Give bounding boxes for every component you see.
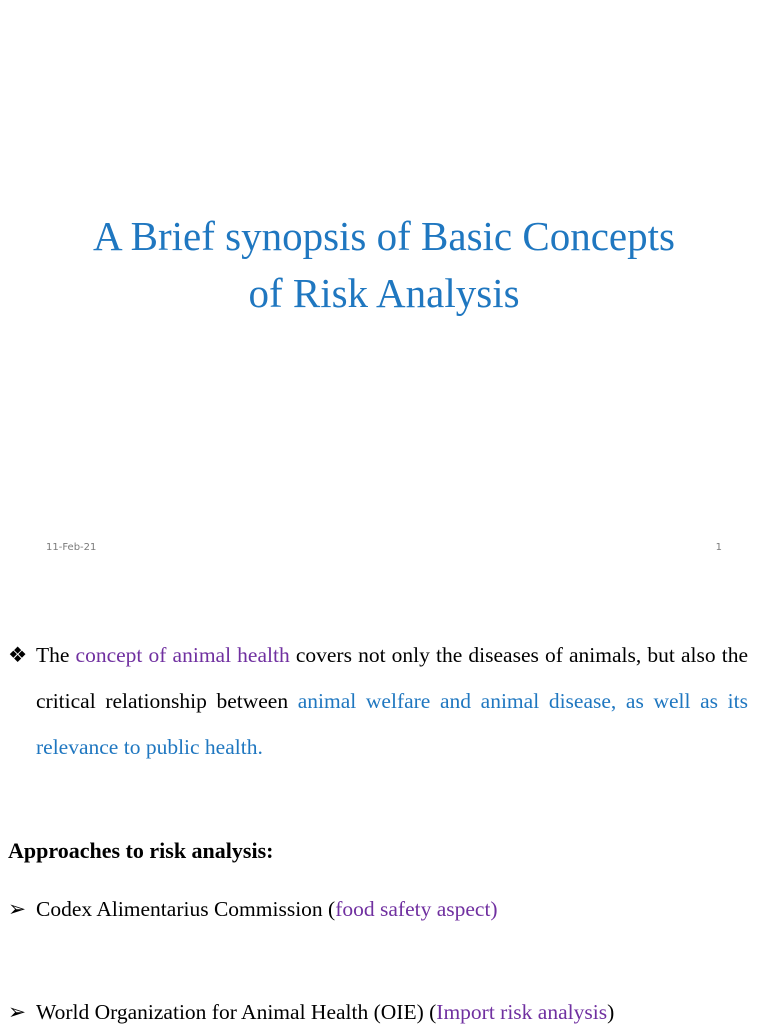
list-item (8, 897, 498, 922)
arrow-bullet-icon: ➢ (8, 1000, 27, 1024)
bullet-text-part-1: The (36, 643, 76, 667)
page-number: 1 (715, 542, 722, 553)
item-text: World Organization for Animal Health (OIE) ( (36, 1000, 437, 1024)
item-text: Codex Alimentarius Commission ( (36, 897, 336, 921)
list-item (8, 1000, 614, 1025)
concept-bullet (8, 632, 748, 770)
bullet-text (36, 632, 748, 770)
bullet-text-part-3: covers not only the diseases of animals, but also the critical relationship between (36, 643, 748, 713)
title-line-2: of Risk Analysis (248, 270, 520, 316)
content-slide (0, 590, 768, 1024)
approaches-heading: Approaches to risk analysis: (8, 838, 274, 863)
arrow-bullet-icon: ➢ (8, 897, 27, 921)
concept-highlight: concept of animal health (75, 643, 290, 667)
item-highlight: food safety aspect) (335, 897, 498, 921)
footer-date: 11-Feb-21 (46, 542, 97, 553)
item-highlight: Import risk analysis (436, 1000, 608, 1024)
item-end: ) (607, 1000, 615, 1024)
diamond-bullet-icon: ❖ (8, 643, 28, 667)
welfare-highlight: animal welfare and animal disease, as well as its relevance to public health. (36, 689, 748, 759)
slide-title (30, 208, 738, 322)
title-line-1: A Brief synopsis of Basic Concepts (93, 213, 675, 259)
